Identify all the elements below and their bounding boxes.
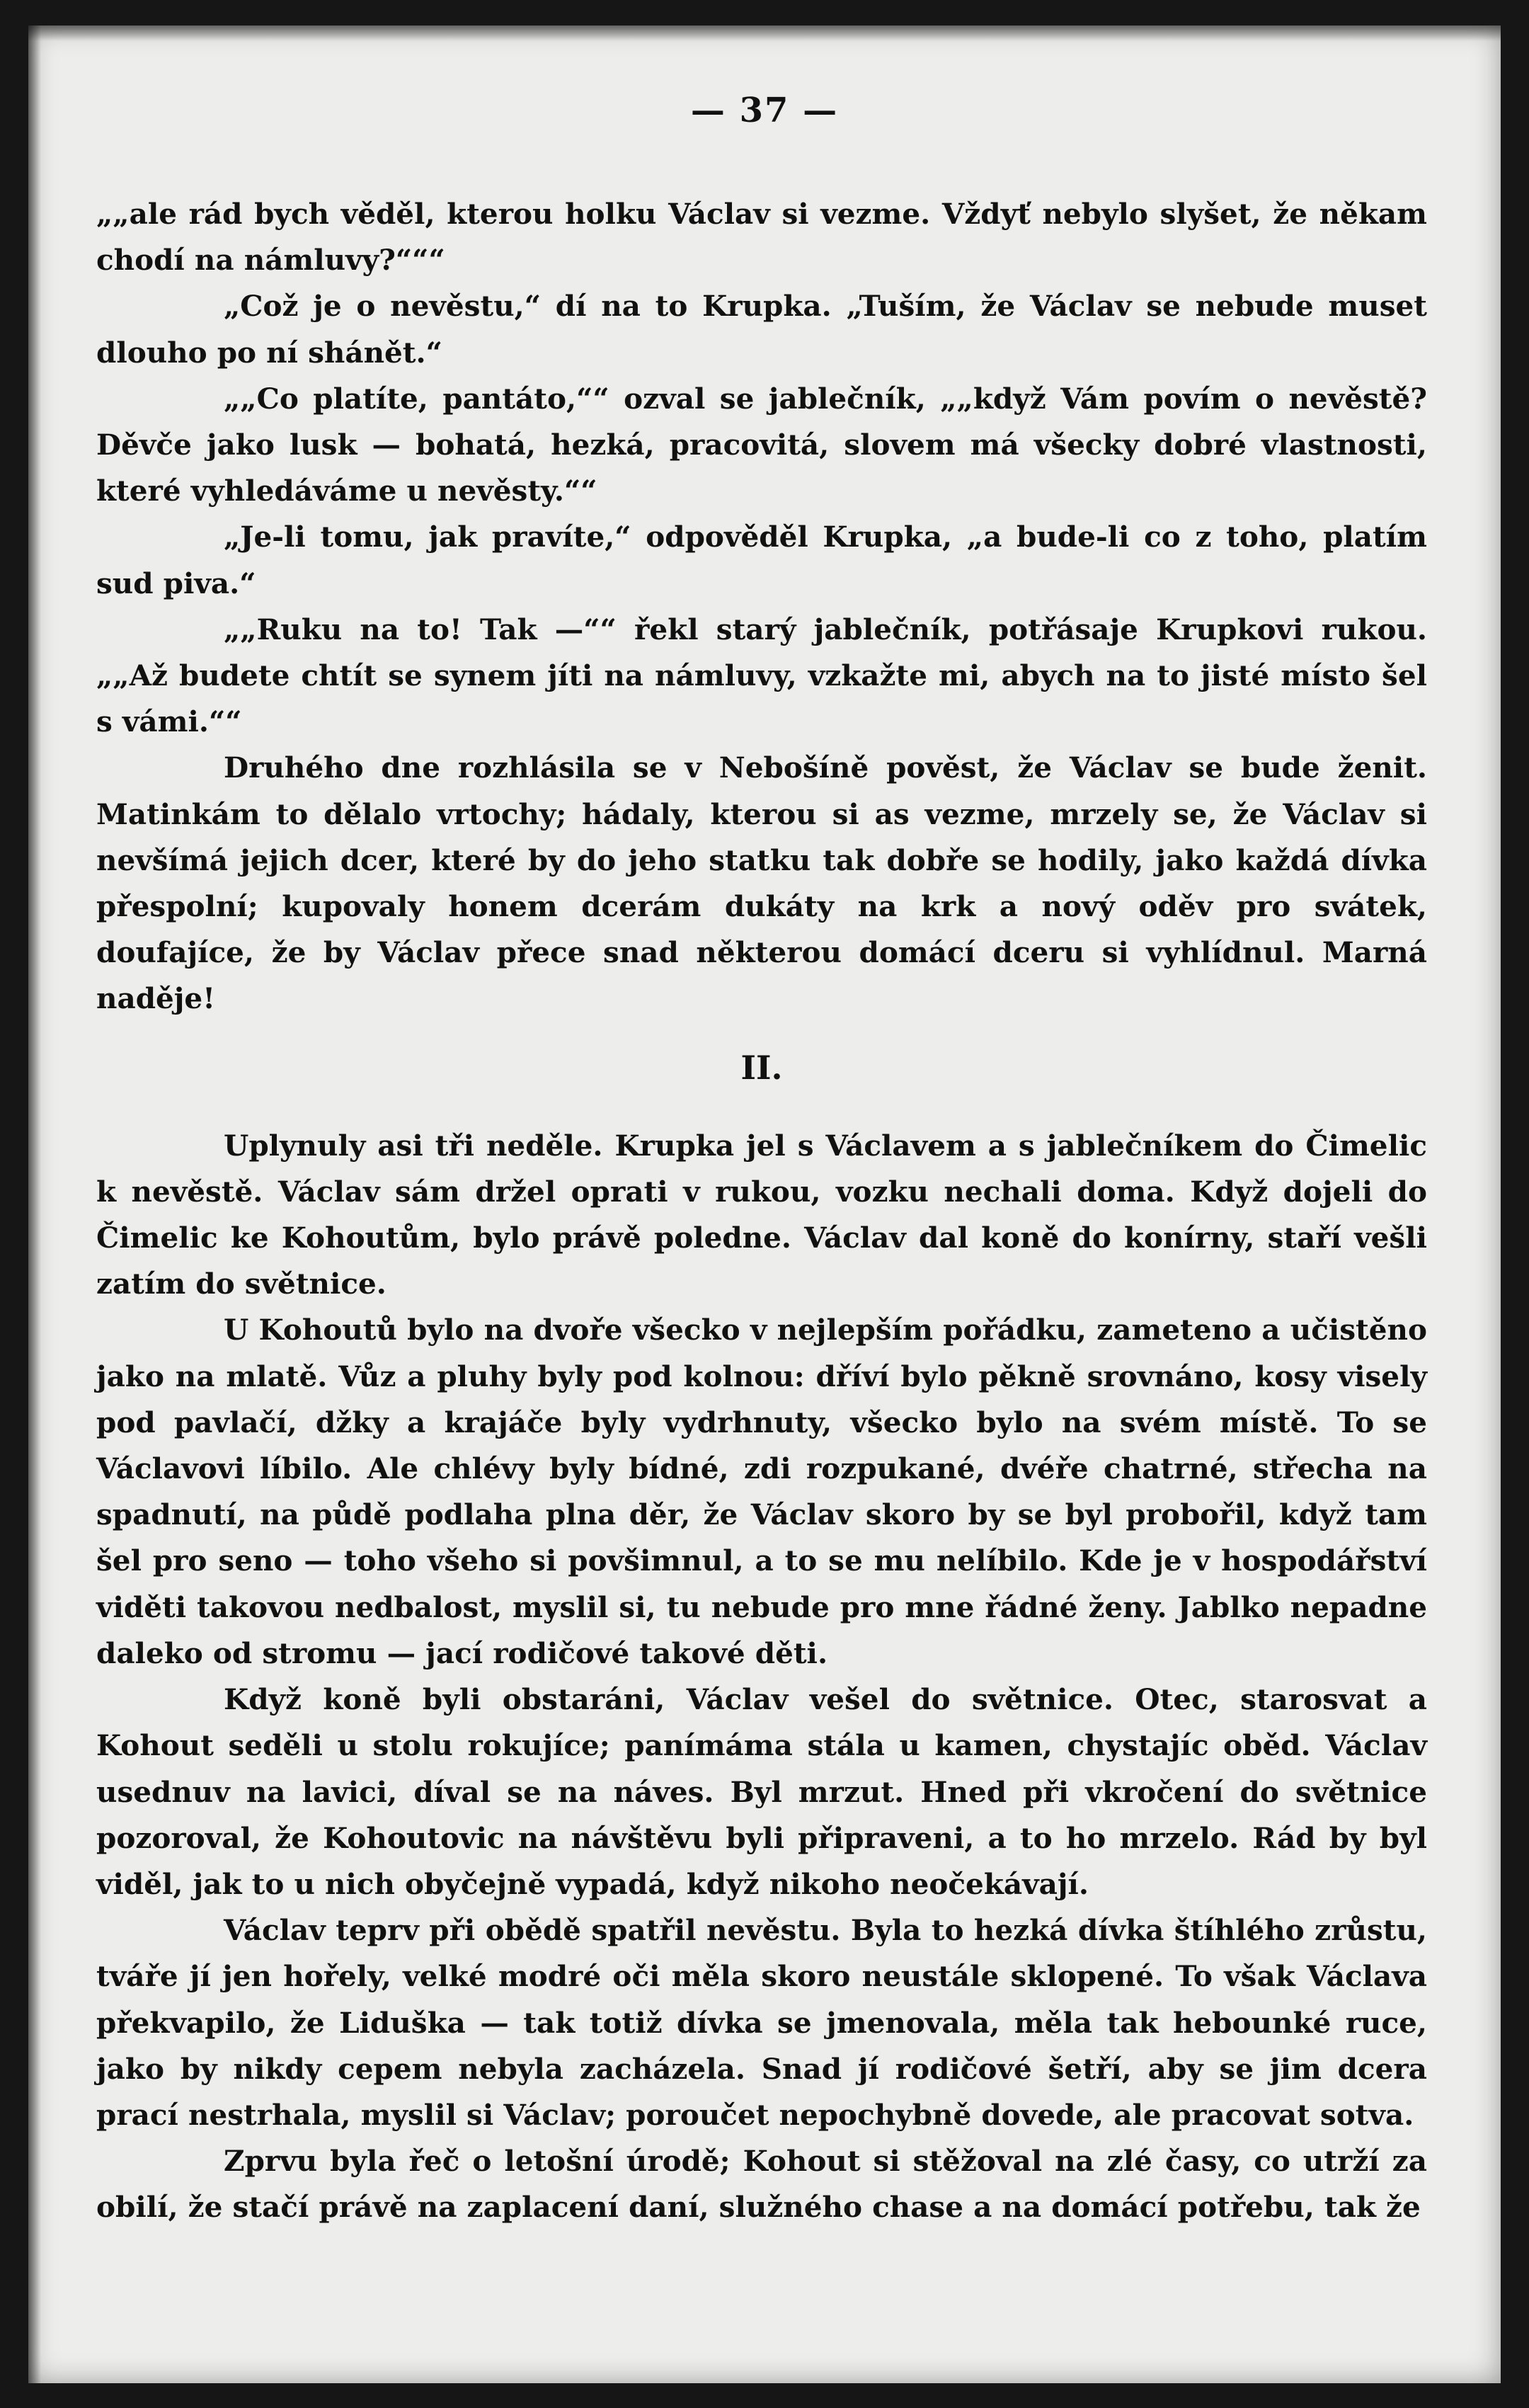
- paragraph: Uplynuly asi tři neděle. Krupka jel s Václavem a s jablečníkem do Čimelic k nevěstě. Václav sám držel oprati v rukou, vozku nechali doma. Když dojeli do Čimelic ke Kohoutům, bylo právě poledne. Václav dal koně do konírny, staří vešli zatím do světnice.: [96, 1128, 1427, 1301]
- body-text: [96, 191, 1427, 2231]
- paragraph: „„ale rád bych věděl, kterou holku Václav si vezme. Vždyť nebylo slyšet, že někam chodí na námluvy?“““: [96, 197, 1427, 278]
- paragraph: Když koně byli obstaráni, Václav vešel do světnice. Otec, starosvat a Kohout seděli u stolu rokujíce; panímáma stála u kamen, chystajíc oběd. Václav usednuv na lavici, díval se na náves. Byl mrzut. Hned při vkročení do světnice pozoroval, že Kohoutovic na návštěvu byli připraveni, a to ho mrzelo. Rád by byl viděl, jak to u nich obyčejně vypadá, když nikoho neočekávají.: [96, 1682, 1427, 1901]
- section-heading: II.: [740, 1048, 783, 1087]
- page-edge-shadow: [28, 25, 1501, 41]
- book-page: [28, 25, 1501, 2383]
- paragraph: Druhého dne rozhlásila se v Nebošíně pověst, že Václav se bude ženit. Matinkám to dělalo vrtochy; hádaly, kterou si as vezme, mrzely se, že Václav si nevšímá jejich dcer, které by do jeho statku tak dobře se hodily, jako každá dívka přespolní; kupovaly honem dcerám dukáty na krk a nový oděv pro svátek, doufajíce, že by Václav přece snad některou domácí dceru si vyhlídnul. Marná naděje!: [96, 751, 1427, 1016]
- paragraph: „Je-li tomu, jak pravíte,“ odpověděl Krupka, „a bude-li co z toho, platím sud piva.“: [96, 520, 1427, 600]
- page-number: — 37 —: [690, 91, 839, 130]
- paragraph: Václav teprv při obědě spatřil nevěstu. Byla to hezká dívka štíhlého zrůstu, tváře jí jen hořely, velké modré oči měla skoro neustále sklopené. To však Václava překvapilo, že Liduška — tak totiž dívka se jmenovala, měla tak hebounké ruce, jako by nikdy cepem nebyla zacházela. Snad jí rodičové šetří, aby se jim dcera prací nestrhala, myslil si Václav; poroučet nepochybně dovede, ale pracovat sotva.: [96, 1913, 1427, 2132]
- paragraph: Zprvu byla řeč o letošní úrodě; Kohout si stěžoval na zlé časy, co utrží za obilí, že stačí právě na zaplacení daní, služného chase a na domácí potřebu, tak že: [96, 2144, 1427, 2225]
- paragraph: U Kohoutů bylo na dvoře všecko v nejlepším pořádku, zameteno a učistěno jako na mlatě. Vůz a pluhy byly pod kolnou: dříví bylo pěkně srovnáno, kosy visely pod pavlačí, džky a krajáče byly vydrhnuty, všecko bylo na svém místě. To se Václavovi líbilo. Ale chlévy byly bídné, zdi rozpukané, dvéře chatrné, střecha na spadnutí, na půdě podlaha plna děr, že Václav skoro by se byl probořil, když tam šel pro seno — toho všeho si povšimnul, a to se mu nelíbilo. Kde je v hospodářství viděti takovou nedbalost, myslil si, tu nebude pro mne řádné ženy. Jablko nepadne daleko od stromu — jací rodičové takové děti.: [96, 1313, 1427, 1670]
- page-edge-shadow: [28, 25, 41, 2383]
- paragraph: „„Co platíte, pantáto,““ ozval se jablečník, „„když Vám povím o nevěstě? Děvče jako lusk — bohatá, hezká, pracovitá, slovem má všecky dobré vlastnosti, které vyhledáváme u nevěsty.““: [96, 381, 1427, 508]
- paragraph: „„Ruku na to! Tak —““ řekl starý jablečník, potřásaje Krupkovi rukou. „„Až budete chtít se synem jíti na námluvy, vzkažte mi, abych na to jisté místo šel s vámi.““: [96, 612, 1427, 739]
- paragraph: „Což je o nevěstu,“ dí na to Krupka. „Tuším, že Václav se nebude muset dlouho po ní shánět.“: [96, 289, 1427, 370]
